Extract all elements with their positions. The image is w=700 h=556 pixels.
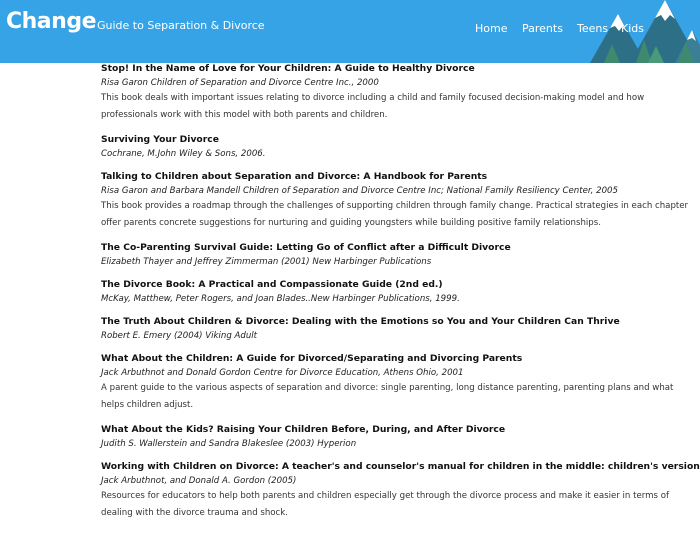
nav-home[interactable]: Home — [475, 22, 508, 35]
book-title: Stop! In the Name of Love for Your Children: A Guide to Healthy Divorce — [101, 63, 475, 74]
nav-teens[interactable]: Teens — [577, 22, 609, 35]
book-title: Talking to Children about Separation and Divorce: A Handbook for Parents — [101, 171, 488, 182]
book-title: The Truth About Children & Divorce: Dealing with the Emotions so You and Your Children Can Thrive — [101, 316, 620, 327]
book-title: What About the Kids? Raising Your Children Before, During, and After Divorce — [101, 424, 506, 435]
book-list — [101, 62, 700, 531]
book-title: Working with Children on Divorce: A teacher's and counselor's manual for children in the middle: children's version — [101, 461, 700, 472]
book-citation: Jack Arbuthnot, and Donald A. Gordon (2005) — [101, 476, 297, 486]
book-entry — [101, 241, 691, 269]
book-citation: Risa Garon Children of Separation and Divorce Centre Inc., 2000 — [101, 78, 379, 88]
site-tagline: Guide to Separation & Divorce — [97, 19, 265, 32]
book-entry — [101, 352, 691, 414]
book-description: This book provides a roadmap through the challenges of supporting children through family change. Practical strategies in each chapter offer parents concrete suggestions for nurturing and guiding youngsters while building positive family relationships. — [101, 201, 689, 228]
book-description: This book deals with important issues relating to divorce including a child and family focused decision-making model and how professionals work with this model with both parents and children. — [101, 93, 645, 120]
site-header — [0, 0, 700, 63]
book-entry — [101, 423, 691, 451]
book-citation: Robert E. Emery (2004) Viking Adult — [101, 331, 258, 341]
book-title: The Divorce Book: A Practical and Compassionate Guide (2nd ed.) — [101, 279, 443, 290]
book-citation: Judith S. Wallerstein and Sandra Blakeslee (2003) Hyperion — [101, 439, 357, 449]
site-logo[interactable]: Change — [6, 9, 96, 34]
book-description: A parent guide to the various aspects of separation and divorce: single parenting, long distance parenting, parenting plans and what helps children adjust. — [101, 383, 674, 410]
book-description: Resources for educators to help both parents and children especially get through the divorce process and make it easier in terms of dealing with the divorce trauma and shock. — [101, 491, 669, 518]
book-entry — [101, 315, 691, 343]
nav-parents[interactable]: Parents — [522, 22, 563, 35]
book-entry — [101, 278, 691, 306]
book-citation: Cochrane, M.John Wiley & Sons, 2006. — [101, 149, 266, 159]
book-title: The Co-Parenting Survival Guide: Letting Go of Conflict after a Difficult Divorce — [101, 242, 511, 253]
book-title: Surviving Your Divorce — [101, 134, 219, 145]
book-entry — [101, 62, 691, 124]
book-citation: Risa Garon and Barbara Mandell Children of Separation and Divorce Centre Inc; National Family Resiliency Center, 2005 — [101, 186, 618, 196]
nav-kids[interactable]: Kids — [621, 22, 644, 35]
book-citation: McKay, Matthew, Peter Rogers, and Joan Blades..New Harbinger Publications, 1999. — [101, 294, 460, 304]
book-entry — [101, 460, 700, 522]
book-citation: Elizabeth Thayer and Jeffrey Zimmerman (2001) New Harbinger Publications — [101, 257, 432, 267]
book-title: What About the Children: A Guide for Divorced/Separating and Divorcing Parents — [101, 353, 523, 364]
book-entry — [101, 133, 691, 161]
book-entry — [101, 170, 691, 232]
book-citation: Jack Arbuthnot and Donald Gordon Centre for Divorce Education, Athens Ohio, 2001 — [101, 368, 464, 378]
